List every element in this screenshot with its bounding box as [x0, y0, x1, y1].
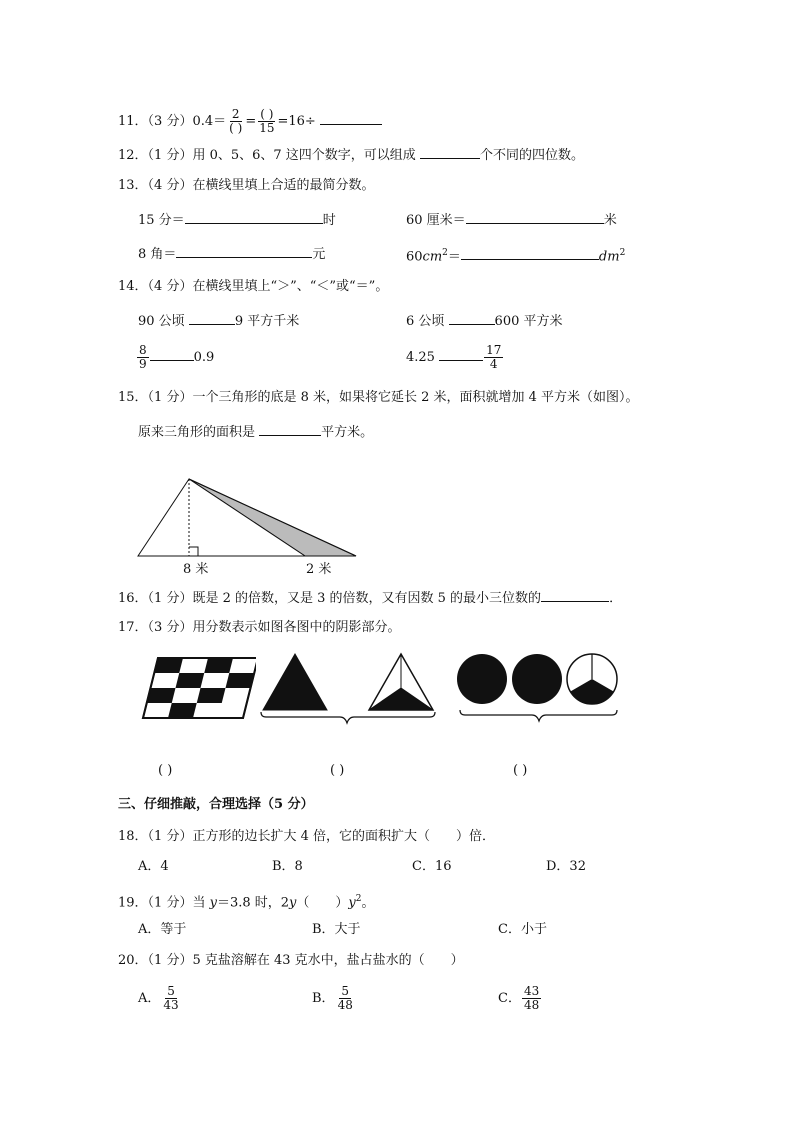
q18-option-b[interactable]: B．8 [272, 859, 303, 874]
circles-figure [452, 650, 624, 730]
q19-option-a[interactable]: A．等于 [138, 922, 187, 937]
q20-option-c[interactable]: C． $\frac{43}{48}$ [498, 984, 540, 1012]
answer-blank[interactable] [466, 211, 604, 224]
question-18: 18．（1 分）正方形的边长扩大 4 倍，它的面积扩大（ ）倍． [118, 829, 495, 844]
q20-option-b[interactable]: B． $\frac{5}{48}$ [312, 984, 353, 1012]
q14-item-d: 4.25 $\frac{17}{4}$ [406, 343, 502, 371]
question-15-line1: 15．（1 分）一个三角形的底是 8 米，如果将它延长 2 米，面积就增加 4 平方米（如图）。 [118, 390, 639, 405]
answer-blank[interactable] [420, 146, 480, 159]
q13-item-d: $60cm^2= dm^2$ [406, 248, 626, 265]
section-3-title: 三、仔细推敲，合理选择（5 分） [118, 797, 314, 812]
q19-option-c[interactable]: C．小于 [498, 922, 547, 937]
answer-blank[interactable] [176, 245, 312, 258]
answer-blank[interactable] [439, 348, 483, 361]
fraction: $\frac{2}{( )}$ [229, 107, 243, 135]
q18-option-a[interactable]: A．4 [138, 859, 169, 874]
answer-blank[interactable] [461, 247, 599, 260]
q18-option-c[interactable]: C．16 [412, 859, 452, 874]
fraction: $\frac{5}{48}$ [337, 984, 353, 1012]
answer-blank[interactable] [189, 312, 235, 325]
answer-blank[interactable] [449, 312, 495, 325]
label-extension: 2 米 [306, 562, 332, 577]
q13-item-a: 15 分＝ 时 [138, 213, 336, 228]
question-13-title: 13．（4 分）在横线里填上合适的最简分数。 [118, 178, 375, 193]
question-15-line2: 原来三角形的面积是 平方米。 [138, 425, 374, 440]
fraction: $\frac{5}{43}$ [163, 984, 179, 1012]
question-20: 20．（1 分）5 克盐溶解在 43 克水中，盐占盐水的（ ） [118, 953, 464, 968]
triangles-figure [258, 650, 438, 732]
fraction: $\frac{( )}{15}$ [259, 107, 275, 135]
answer-paren-2[interactable]: ( ) [330, 763, 345, 778]
fraction: $\frac{8}{9}$ [139, 343, 147, 371]
answer-blank[interactable] [150, 348, 194, 361]
q19-option-b[interactable]: B．大于 [312, 922, 361, 937]
question-19: 19．（1 分）当 y＝3.8 时，2y（ ）$y^2$。 [118, 894, 375, 911]
answer-paren-3[interactable]: ( ) [513, 763, 528, 778]
question-12: 12．（1 分）用 0、5、6、7 这四个数字，可以组成 个不同的四位数。 [118, 148, 584, 163]
q14-item-a: 90 公顷 9 平方千米 [138, 314, 300, 329]
checkered-parallelogram-figure [138, 654, 256, 724]
question-14-title: 14．（4 分）在横线里填上“＞”、“＜”或“＝”。 [118, 279, 389, 294]
q14-item-c: $\frac{8}{9}$ 0.9 [139, 343, 215, 371]
answer-blank[interactable] [259, 423, 321, 436]
question-11: 11．（3 分）0.4＝ $\frac{2}{( )}$ = $\frac{( )}{15}$ =16÷ [118, 108, 382, 135]
q14-item-b: 6 公顷 600 平方米 [406, 314, 563, 329]
fraction: $\frac{43}{48}$ [523, 984, 540, 1012]
fraction: $\frac{17}{4}$ [486, 343, 502, 371]
q13-item-c: 8 角＝ 元 [138, 247, 326, 262]
answer-blank[interactable] [541, 589, 609, 602]
question-16: 16．（1 分）既是 2 的倍数，又是 3 的倍数，又有因数 5 的最小三位数的 ． [118, 591, 623, 606]
answer-blank[interactable] [185, 211, 323, 224]
q18-option-d[interactable]: D．32 [546, 859, 586, 874]
question-17-title: 17．（3 分）用分数表示如图各图中的阴影部分。 [118, 620, 401, 635]
answer-paren-1[interactable]: ( ) [158, 763, 173, 778]
q13-item-b: 60 厘米＝ 米 [406, 213, 617, 228]
answer-blank[interactable] [320, 112, 382, 125]
label-base: 8 米 [183, 562, 209, 577]
q20-option-a[interactable]: A． $\frac{5}{43}$ [138, 984, 179, 1012]
